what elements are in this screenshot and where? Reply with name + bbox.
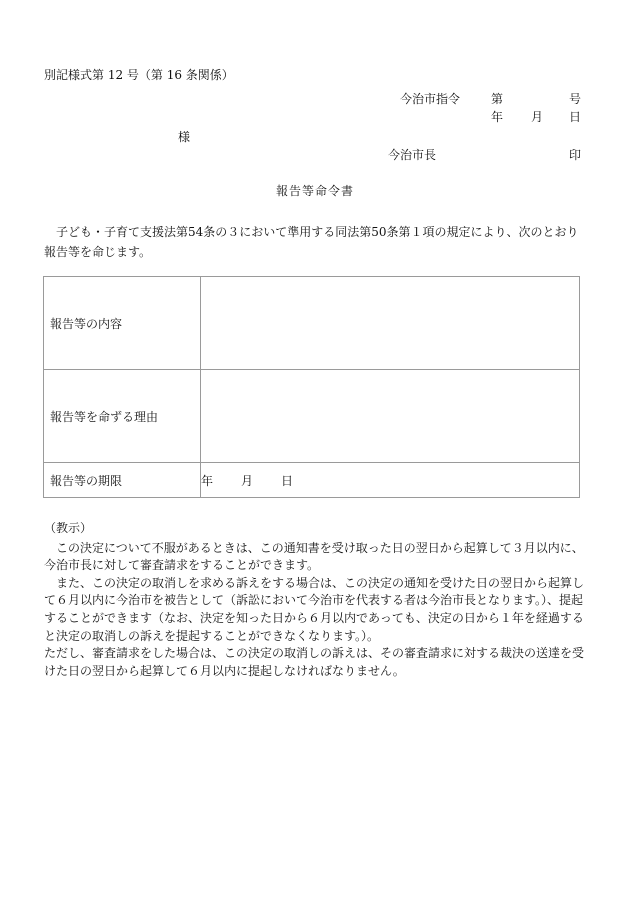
issue-month: 月 bbox=[531, 110, 544, 124]
number-prefix: 第 bbox=[491, 92, 504, 106]
addressee-suffix: 様 bbox=[178, 130, 191, 144]
directive-label: 今治市指令 bbox=[400, 92, 461, 106]
intro-text bbox=[44, 222, 582, 262]
table-row-content bbox=[44, 277, 580, 370]
intro-paragraph: 子ども・子育て支援法第54条の３において準用する同法第50条第１項の規定により、次のとおり報告等を命じます。 bbox=[44, 225, 579, 259]
table-row-deadline bbox=[44, 463, 580, 498]
document-header bbox=[44, 89, 582, 162]
deadline-month: 月 bbox=[241, 473, 254, 488]
issue-day: 日 bbox=[569, 110, 582, 124]
notice-section bbox=[44, 520, 589, 680]
deadline-year: 年 bbox=[201, 473, 214, 488]
report-table bbox=[43, 276, 580, 498]
content-label: 報告等の内容 bbox=[44, 277, 201, 370]
document-title: 報告等命令書 bbox=[275, 184, 354, 198]
issuer-name: 今治市長 bbox=[388, 148, 437, 162]
seal-mark: 印 bbox=[569, 148, 582, 162]
content-field bbox=[201, 277, 580, 370]
deadline-day: 日 bbox=[281, 473, 294, 488]
form-number: 別記様式第 12 号（第 16 条関係） bbox=[44, 68, 234, 82]
notice-paragraph: この決定について不服があるときは、この通知書を受け取った日の翌日から起算して３月以内に、今治市長に対して審査請求をすることができます。 bbox=[44, 540, 584, 573]
deadline-label: 報告等の期限 bbox=[44, 463, 201, 498]
reason-field bbox=[201, 370, 580, 463]
notice-paragraph: また、この決定の取消しを求める訴えをする場合は、この決定の通知を受けた日の翌日から起算して６月以内に今治市を被告として（訴訟において今治市を代表する者は今治市長となります。）、提起することができます（なお、決定を知った日から６月以内であっても、決定の日から１年を経過すると決定の取消しの訴えを提起することができなくなります。）。 bbox=[44, 575, 585, 643]
issue-year: 年 bbox=[491, 110, 504, 124]
deadline-field bbox=[201, 463, 580, 498]
reason-label: 報告等を命ずる理由 bbox=[44, 370, 201, 463]
notice-heading: （教示） bbox=[44, 521, 93, 535]
table-row-reason bbox=[44, 370, 580, 463]
number-suffix: 号 bbox=[569, 92, 582, 106]
notice-paragraph: ただし、審査請求をした場合は、この決定の取消しの訴えは、その審査請求に対する裁決の送達を受けた日の翌日から起算して６月以内に提起しなければなりません。 bbox=[44, 646, 585, 678]
